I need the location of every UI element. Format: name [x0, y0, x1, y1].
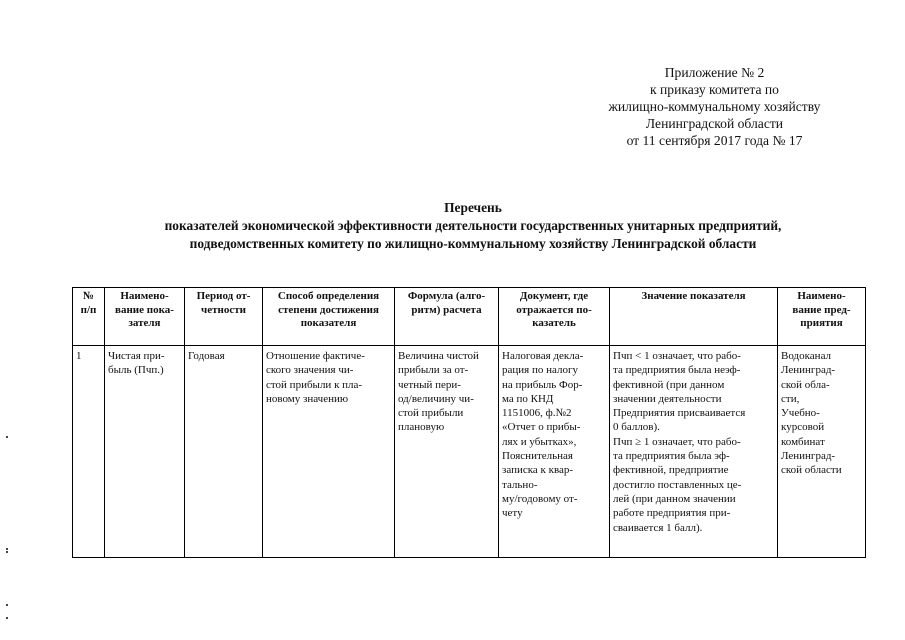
- cell-text-line: стой прибыли к пла-: [266, 378, 363, 391]
- cell-text-line: Предприятия присваивается: [613, 407, 746, 420]
- cell-number: [73, 346, 105, 558]
- cell-text-line: на прибыль Фор-: [502, 378, 583, 391]
- cell-text-line: курсовой: [781, 421, 825, 434]
- cell-text-line: лях и убытках»,: [502, 435, 577, 448]
- header-text-line: №: [82, 290, 95, 302]
- cell-text-line: му/годовому от-: [502, 492, 578, 505]
- cell-text-line: фективной, предприятие: [613, 464, 729, 477]
- cell-text-line: рация по налогу: [502, 364, 578, 377]
- cell-method: [263, 346, 395, 558]
- cell-text-line: значении деятельности: [613, 392, 722, 405]
- cell-text-line: Ленинград-: [781, 450, 836, 463]
- cell-text-line: ской обла-: [781, 378, 830, 391]
- header-text-line: Формула (алго-: [407, 290, 486, 302]
- header-text-line: показателя: [300, 317, 357, 329]
- cell-text-line: Налоговая декла-: [502, 350, 584, 362]
- cell-text-line: быль (Пчп.): [108, 364, 164, 377]
- cell-text-line: 0 баллов).: [613, 421, 660, 434]
- header-text-line: Наимено-: [797, 290, 846, 302]
- cell-text-line: Ленинград-: [781, 364, 836, 377]
- header-document: [499, 288, 610, 346]
- cell-text-line: 1151006, ф.№2: [502, 407, 572, 420]
- header-text-line: вание пред-: [792, 303, 851, 316]
- cell-text-line: чету: [502, 507, 523, 520]
- cell-indicator-value: [610, 346, 778, 558]
- header-number: [73, 288, 105, 346]
- cell-text-line: ского значения чи-: [266, 364, 354, 377]
- annex-line: от 11 сентября 2017 года № 17: [626, 133, 803, 148]
- cell-text-line: четный пери-: [398, 378, 461, 391]
- cell-text-line: та предприятия была неэф-: [613, 364, 741, 377]
- cell-text-line: Пчп < 1 означает, что рабо-: [613, 350, 741, 362]
- header-text-line: зателя: [128, 317, 161, 329]
- cell-text-line: од/величину чи-: [398, 392, 474, 405]
- header-method: [263, 288, 395, 346]
- cell-text-line: фективной (при данном: [613, 378, 725, 391]
- title-line: показателей экономической эффективности деятельности государственных унитарных предприятий,: [164, 218, 782, 233]
- header-indicator-value: [610, 288, 778, 346]
- cell-text-line: Пояснительная: [502, 450, 573, 463]
- cell-text-line: достигло поставленных це-: [613, 478, 742, 491]
- header-text-line: отражается по-: [516, 303, 592, 316]
- header-text-line: четности: [201, 303, 246, 316]
- header-text-line: приятия: [800, 317, 843, 329]
- cell-text-line: сти,: [781, 392, 800, 405]
- header-reporting-period: [185, 288, 263, 346]
- header-text-line: Наимено-: [120, 290, 169, 302]
- cell-enterprise-name: [778, 346, 866, 558]
- header-text-line: степени достижения: [278, 303, 379, 316]
- cell-text-line: тально-: [502, 478, 538, 491]
- cell-document: [499, 346, 610, 558]
- cell-text-line: прибыли за от-: [398, 364, 469, 377]
- table-body: [73, 346, 866, 558]
- annex-line: жилищно-коммунальному хозяйству: [608, 99, 821, 114]
- cell-text-line: стой прибыли: [398, 407, 464, 420]
- cell-formula: [395, 346, 499, 558]
- header-formula: [395, 288, 499, 346]
- cell-text-line: плановую: [398, 421, 445, 434]
- indicators-table: [72, 287, 866, 558]
- cell-text-line: ма по КНД: [502, 392, 554, 405]
- table-row: [73, 346, 866, 558]
- annex-line: Приложение № 2: [664, 65, 765, 80]
- header-text-line: Документ, где: [519, 290, 589, 302]
- cell-text-line: Чистая при-: [108, 350, 165, 362]
- cell-text-line: Пчп ≥ 1 означает, что рабо-: [613, 435, 741, 448]
- cell-text-line: Водоканал: [781, 350, 832, 362]
- cell-text-line: Величина чистой: [398, 350, 479, 362]
- header-text-line: вание пока-: [115, 303, 174, 316]
- cell-text-line: записка к квар-: [502, 464, 574, 477]
- cell-text-line: лей (при данном значении: [613, 492, 736, 505]
- header-indicator-name: [105, 288, 185, 346]
- title-line: подведомственных комитету по жилищно-коммунальному хозяйству Ленинградской области: [189, 236, 757, 251]
- header-text-line: п/п: [80, 303, 97, 316]
- header-text-line: ритм) расчета: [411, 303, 482, 316]
- header-enterprise-name: [778, 288, 866, 346]
- annex-block: [592, 64, 837, 149]
- cell-text-line: та предприятия была эф-: [613, 450, 730, 463]
- header-text-line: Значение показателя: [641, 290, 746, 302]
- document-title: [80, 199, 866, 253]
- cell-text-line: 1: [76, 350, 82, 362]
- cell-text-line: Годовая: [188, 350, 225, 362]
- table-header-row: [73, 288, 866, 346]
- header-text-line: Способ определения: [277, 290, 380, 302]
- cell-text-line: Отношение фактиче-: [266, 350, 365, 362]
- header-text-line: Период от-: [196, 290, 251, 302]
- cell-text-line: «Отчет о прибы-: [502, 421, 581, 434]
- title-line: Перечень: [444, 200, 502, 215]
- cell-text-line: Учебно-: [781, 407, 820, 420]
- cell-text-line: сваивается 1 балл).: [613, 521, 703, 534]
- cell-reporting-period: [185, 346, 263, 558]
- cell-text-line: работе предприятия при-: [613, 507, 731, 520]
- header-text-line: казатель: [532, 317, 576, 329]
- annex-line: Ленинградской области: [645, 116, 784, 131]
- cell-text-line: ской области: [781, 464, 842, 477]
- annex-line: к приказу комитета по: [650, 82, 779, 97]
- cell-text-line: комбинат: [781, 435, 825, 448]
- cell-indicator-name: [105, 346, 185, 558]
- cell-text-line: новому значению: [266, 392, 349, 405]
